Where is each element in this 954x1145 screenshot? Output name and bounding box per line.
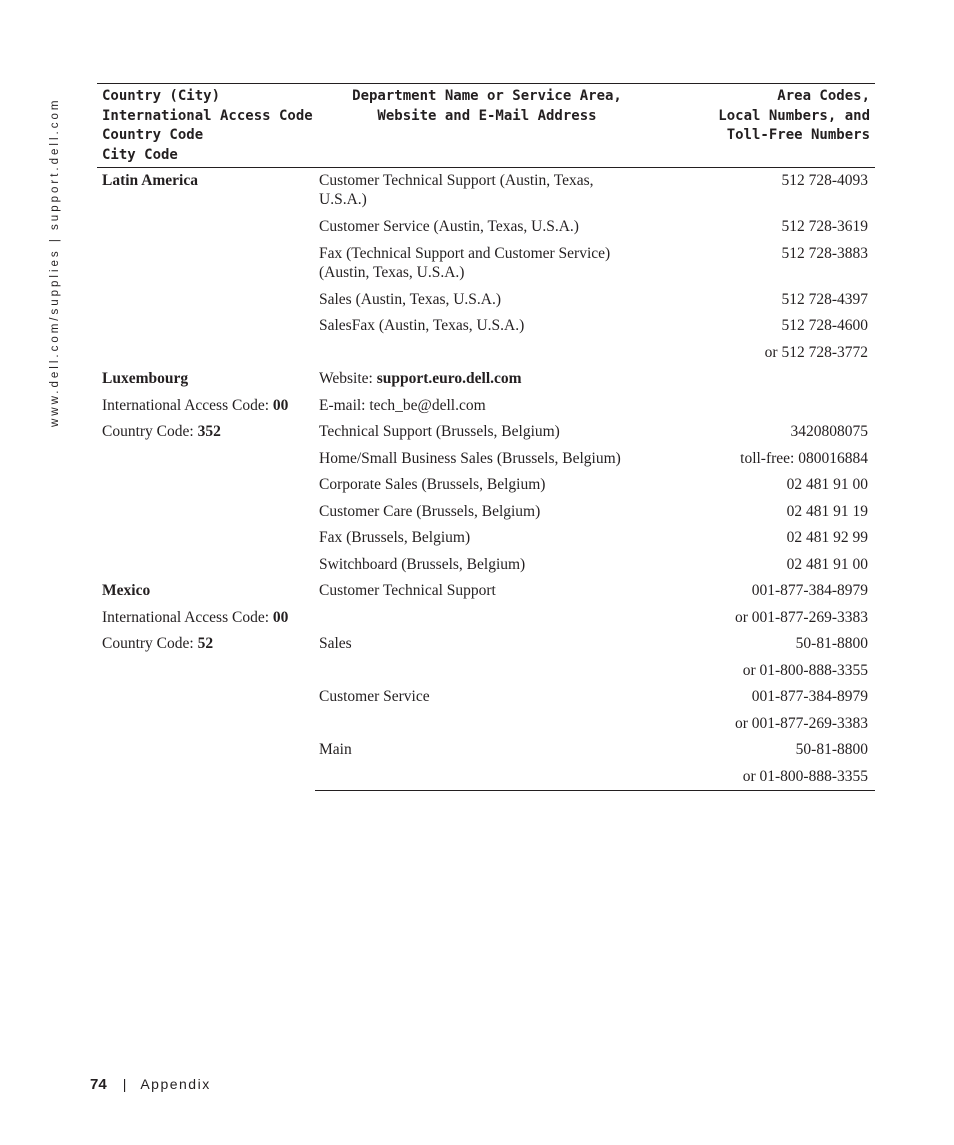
header-country-line: Country (City) [102, 88, 221, 104]
access-code-label: International Access Code: [102, 609, 273, 626]
header-department [317, 87, 657, 126]
side-url-text [49, 82, 69, 427]
number-cell: 02 481 91 00 [786, 556, 868, 573]
access-code-value: 00 [272, 609, 289, 626]
number-cell: 02 481 91 00 [786, 476, 868, 493]
dept-cell: Customer Service [319, 688, 430, 705]
mexico-access-code [102, 609, 288, 628]
footer-section: Appendix [140, 1076, 211, 1092]
country-code-label: Country Code: [102, 635, 198, 652]
contact-table [97, 83, 875, 790]
number-cell: 50-81-8800 [795, 741, 868, 758]
side-url-label: www.dell.com/supplies | support.dell.com [49, 97, 61, 427]
luxembourg-access-code [102, 397, 288, 416]
number-cell: or 001-877-269-3383 [734, 715, 868, 732]
country-mexico: Mexico [102, 582, 151, 599]
number-cell: 512 728-4600 [781, 317, 868, 334]
website-label: Website: [319, 370, 377, 387]
header-numbers-line: Area Codes, [777, 88, 870, 104]
number-cell: 512 728-4093 [781, 172, 868, 189]
number-cell: 001-877-384-8979 [751, 582, 868, 599]
header-country-line: International Access Code [102, 107, 313, 124]
luxembourg-country-code [102, 423, 221, 442]
website-link[interactable]: support.euro.dell.com [376, 370, 522, 387]
number-cell: or 001-877-269-3383 [734, 609, 868, 626]
dept-cell: Sales [319, 635, 352, 652]
access-code-value: 00 [272, 397, 289, 414]
table-body [97, 168, 875, 790]
table-header [97, 83, 875, 168]
dept-cell: Customer Care (Brussels, Belgium) [319, 503, 541, 520]
country-latin-america: Latin America [102, 172, 198, 189]
country-code-value: 52 [197, 635, 214, 652]
country-luxembourg: Luxembourg [102, 370, 189, 387]
dept-cell: SalesFax (Austin, Texas, U.S.A.) [319, 317, 525, 334]
country-code-value: 352 [197, 423, 221, 440]
header-country-line: Country Code [102, 127, 204, 144]
table-bottom-rule [315, 790, 875, 791]
number-cell: 02 481 92 99 [786, 529, 868, 546]
dept-cell: Technical Support (Brussels, Belgium) [319, 423, 560, 440]
dept-cell: U.S.A.) [319, 191, 367, 208]
dept-cell: Switchboard (Brussels, Belgium) [319, 556, 526, 573]
dept-cell: (Austin, Texas, U.S.A.) [319, 264, 465, 281]
luxembourg-website [319, 370, 522, 389]
number-cell: 02 481 91 19 [786, 503, 868, 520]
dept-cell: Corporate Sales (Brussels, Belgium) [319, 476, 546, 493]
dept-cell: Main [319, 741, 352, 758]
number-cell: 512 728-4397 [781, 291, 868, 308]
header-numbers-line: Local Numbers, and [718, 107, 870, 124]
header-numbers-line: Toll-Free Numbers [726, 127, 870, 144]
number-cell: or 512 728-3772 [764, 344, 868, 361]
luxembourg-email[interactable]: E-mail: tech_be@dell.com [319, 397, 486, 414]
number-cell: 3420808075 [790, 423, 868, 440]
mexico-country-code [102, 635, 213, 654]
header-department-line: Department Name or Service Area, [352, 88, 622, 104]
header-department-line: Website and E-Mail Address [377, 107, 597, 124]
dept-cell: Customer Service (Austin, Texas, U.S.A.) [319, 218, 579, 235]
footer-separator: | [122, 1076, 127, 1092]
header-country-line: City Code [102, 146, 178, 163]
number-cell: or 01-800-888-3355 [742, 768, 868, 785]
dept-cell: Fax (Technical Support and Customer Service) [319, 245, 611, 262]
dept-cell: Customer Technical Support [319, 582, 496, 599]
number-cell: or 01-800-888-3355 [742, 662, 868, 679]
number-cell: toll-free: 080016884 [740, 450, 868, 467]
number-cell: 512 728-3883 [781, 245, 868, 262]
page-number: 74 [90, 1076, 107, 1093]
header-numbers [718, 87, 870, 146]
dept-cell: Customer Technical Support (Austin, Texas, [319, 172, 594, 189]
dept-cell: Fax (Brussels, Belgium) [319, 529, 471, 546]
dept-cell: Home/Small Business Sales (Brussels, Belgium) [319, 450, 621, 467]
number-cell: 512 728-3619 [781, 218, 868, 235]
dept-cell: Sales (Austin, Texas, U.S.A.) [319, 291, 502, 308]
access-code-label: International Access Code: [102, 397, 273, 414]
country-code-label: Country Code: [102, 423, 198, 440]
number-cell: 50-81-8800 [795, 635, 868, 652]
number-cell: 001-877-384-8979 [751, 688, 868, 705]
header-country [102, 87, 313, 165]
page-footer [90, 1076, 211, 1093]
